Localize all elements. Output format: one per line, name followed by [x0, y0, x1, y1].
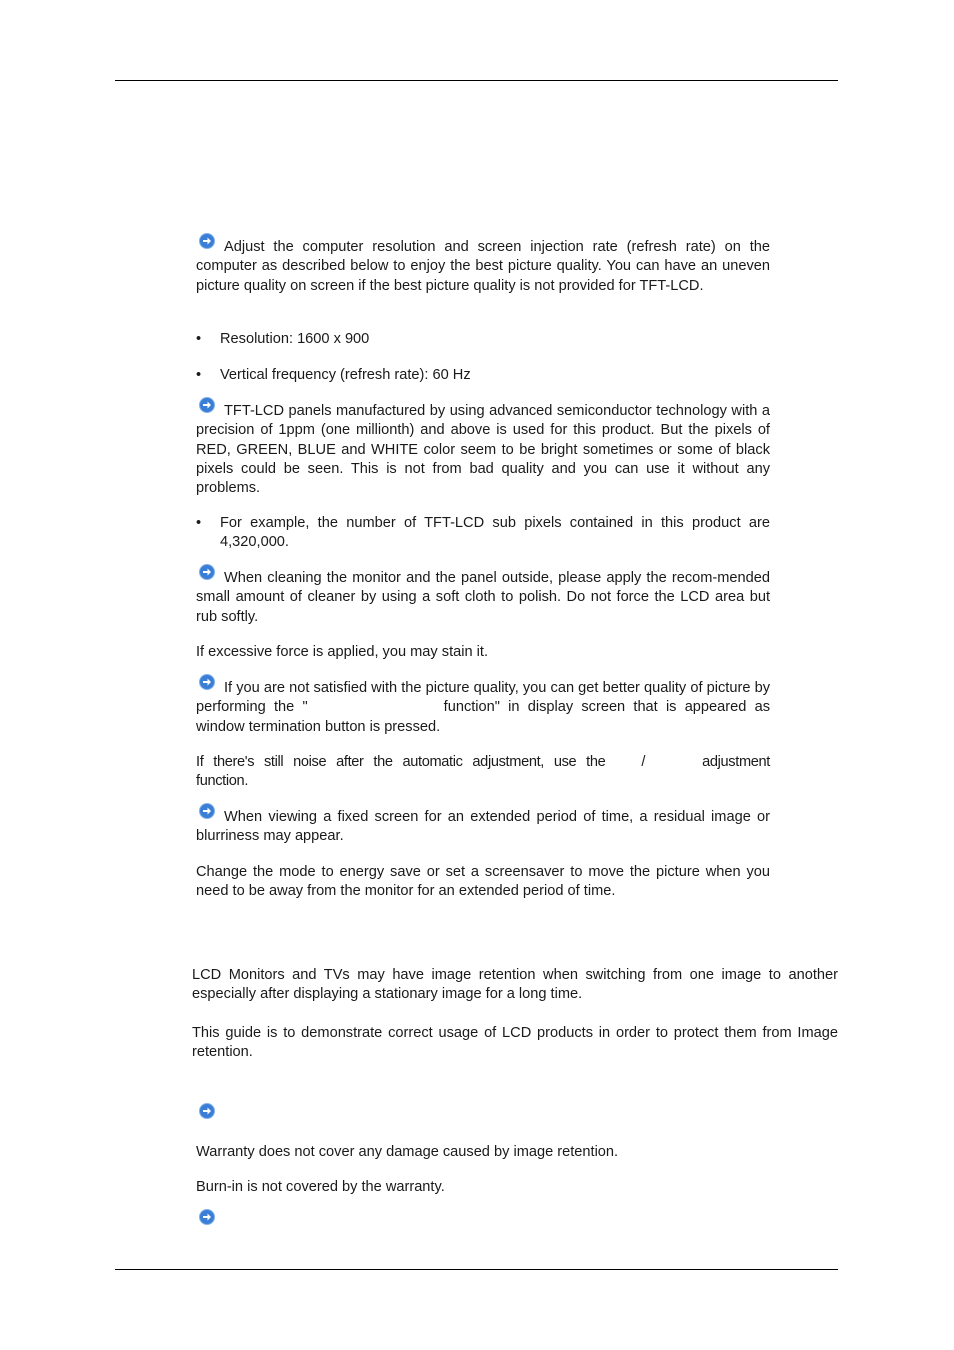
paragraph-noise: [196, 753, 770, 792]
paragraph-noise-end: adjustment function.: [196, 754, 770, 790]
paragraph-picture-quality-start: If you are not satisfied with the picture quality, you can get better quality of picture by performing the ": [196, 680, 770, 716]
header-rule: [115, 80, 838, 81]
bullet-dot: •: [196, 331, 202, 347]
bullet-item-subpixels: [196, 514, 770, 553]
paragraph-warranty: Warranty does not cover any damage caused by image retention.: [196, 1144, 619, 1160]
bullet-text: Resolution: 1600 x 900: [220, 331, 370, 347]
paragraph-stain: If excessive force is applied, you may stain it.: [196, 644, 489, 660]
paragraph-burn-in: Burn-in is not covered by the warranty.: [196, 1179, 445, 1195]
bullet-text: For example, the number of TFT-LCD sub pixels contained in this product are 4,320,000.: [220, 515, 770, 551]
bullet-item-resolution: [196, 330, 770, 349]
paragraph-residual-image: When viewing a fixed screen for an extended period of time, a residual image or blurriness may appear.: [196, 809, 770, 845]
paragraph-cleaning: When cleaning the monitor and the panel outside, please apply the recom-mended small amount of cleaner by using a soft cloth to polish. Do not force the LCD area but rub softly.: [196, 570, 770, 625]
bullet-dot: •: [196, 515, 202, 531]
paragraph-resolution: Adjust the computer resolution and screen injection rate (refresh rate) on the computer as described below to enjoy the best picture quality. You can have an uneven picture quality on screen if the best picture quality is not provided for TFT-LCD.: [196, 239, 770, 294]
paragraph-energy-save: Change the mode to energy save or set a screensaver to move the picture when you need to be away from the monitor for an extended period of time.: [196, 864, 770, 900]
paragraph-noise-start: If there's still noise after the automatic adjustment, use the: [196, 754, 606, 770]
paragraph-pixels: TFT-LCD panels manufactured by using advanced semiconductor technology with a precision of 1ppm (one millionth) and above is used for this product. But the pixels of RED, GREEN, BLUE and WHITE color seem to be bright sometimes or some of black pixels could be seen. This is not from bad quality and you can use it without any problems.: [196, 403, 770, 497]
bullet-dot: •: [196, 367, 202, 383]
arrow-circle-icon: [199, 1209, 215, 1225]
paragraph-noise-slash: /: [641, 754, 646, 770]
paragraph-guide: This guide is to demonstrate correct usage of LCD products in order to protect them from Image retention.: [192, 1025, 838, 1061]
bullet-item-frequency: [196, 366, 770, 385]
footer-rule: [115, 1269, 838, 1270]
bullet-text: Vertical frequency (refresh rate): 60 Hz: [220, 367, 471, 383]
paragraph-image-retention: LCD Monitors and TVs may have image retention when switching from one image to another especially after displaying a stationary image for a long time.: [192, 967, 838, 1003]
paragraph-picture-quality: [196, 679, 770, 737]
arrow-circle-icon: [199, 1103, 215, 1119]
paragraph-picture-quality-end: function" in display screen that is appeared as window termination button is pressed.: [196, 699, 770, 735]
